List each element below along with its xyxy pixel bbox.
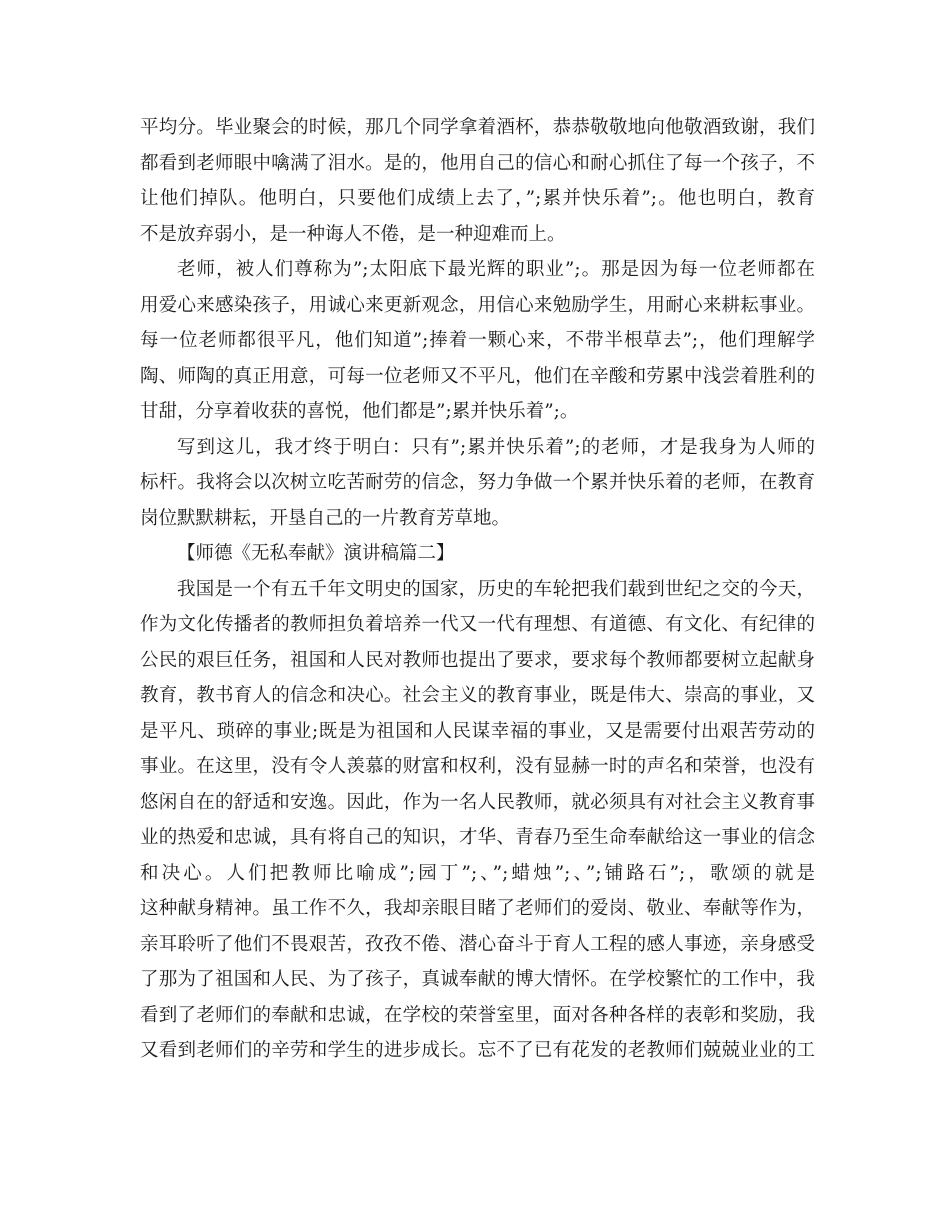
text-line: 甘甜，分享着收获的喜悦，他们都是”;累并快乐着”;。: [140, 401, 579, 422]
text-line: 又看到老师们的辛劳和学生的进步成长。忘不了已有花发的老教师们兢兢业业的工: [140, 1040, 815, 1061]
text-line: 悠闲自在的舒适和安逸。因此，作为一名人民教师，就必须具有对社会主义教育事: [140, 791, 815, 813]
text-line: 作为文化传播者的教师担负着培养一代又一代有理想、有道德、有文化、有纪律的: [140, 614, 815, 635]
text-line: 是平凡、琐碎的事业;既是为祖国和人民谋幸福的事业，又是需要付出艰苦劳动的: [140, 720, 815, 742]
text-line: 每一位老师都很平凡，他们知道”;捧着一颗心来，不带半根草去”;，他们理解学: [140, 330, 815, 351]
text-line: 了那为了祖国和人民、为了孩子，真诚奉献的博大情怀。在学校繁忙的工作中，我: [140, 969, 815, 990]
text-line: 老师，被人们尊称为”;太阳底下最光辉的职业”;。那是因为每一位老师都在: [177, 259, 815, 280]
text-line: 公民的艰巨任务，祖国和人民对教师也提出了要求，要求每个教师都要树立起献身: [140, 649, 815, 671]
text-line: 陶、师陶的真正用意，可每一位老师又不平凡，他们在辛酸和劳累中浅尝着胜利的: [140, 365, 815, 387]
text-line: 标杆。我将会以次树立吃苦耐劳的信念，努力争做一个累并快乐着的老师，在教育: [140, 472, 815, 493]
text-line: 看到了老师们的奉献和忠诚，在学校的荣誉室里，面对各种各样的表彰和奖励，我: [140, 1004, 815, 1026]
text-line: 岗位默默耕耘，开垦自己的一片教育芳草地。: [140, 507, 511, 529]
document-body-text: [140, 110, 815, 1069]
text-line: 这种献身精神。虽工作不久，我却亲眼目睹了老师们的爱岗、敬业、奉献等作为，: [140, 898, 815, 919]
text-line: 事业。在这里，没有令人羡慕的财富和权利，没有显赫一时的声名和荣誉，也没有: [140, 756, 815, 777]
text-line: 我国是一个有五千年文明史的国家，历史的车轮把我们载到世纪之交的今天，: [177, 578, 815, 600]
text-line: 让他们掉队。他明白，只要他们成绩上去了，”;累并快乐着”;。他也明白，教育: [140, 188, 815, 209]
text-line: 和决心。人们把教师比喻成”;园丁”;、”;蜡烛”;、”;铺路石”;，歌颂的就是: [140, 862, 815, 884]
text-line: 不是放弃弱小，是一种诲人不倦，是一种迎难而上。: [140, 223, 566, 245]
text-line: 用爱心来感染孩子，用诚心来更新观念，用信心来勉励学生，用耐心来耕耘事业。: [140, 294, 815, 316]
text-line: 平均分。毕业聚会的时候，那几个同学拿着酒杯，恭恭敬敬地向他敬酒致谢，我们: [140, 117, 815, 138]
text-line: 写到这儿，我才终于明白：只有”;累并快乐着”;的老师，才是我身为人师的: [177, 436, 815, 458]
text-line: 业的热爱和忠诚，具有将自己的知识，才华、青春乃至生命奉献给这一事业的信念: [140, 827, 815, 848]
text-line: 都看到老师眼中噙满了泪水。是的，他用自己的信心和耐心抓住了每一个孩子，不: [140, 152, 815, 174]
text-line: 亲耳聆听了他们不畏艰苦，孜孜不倦、潜心奋斗于育人工程的感人事迹，亲身感受: [140, 933, 815, 955]
text-line: 【师德《无私奉献》演讲稿篇二】: [177, 543, 455, 564]
text-line: 教育，教书育人的信念和决心。社会主义的教育事业，既是伟大、崇高的事业，又: [140, 685, 815, 706]
